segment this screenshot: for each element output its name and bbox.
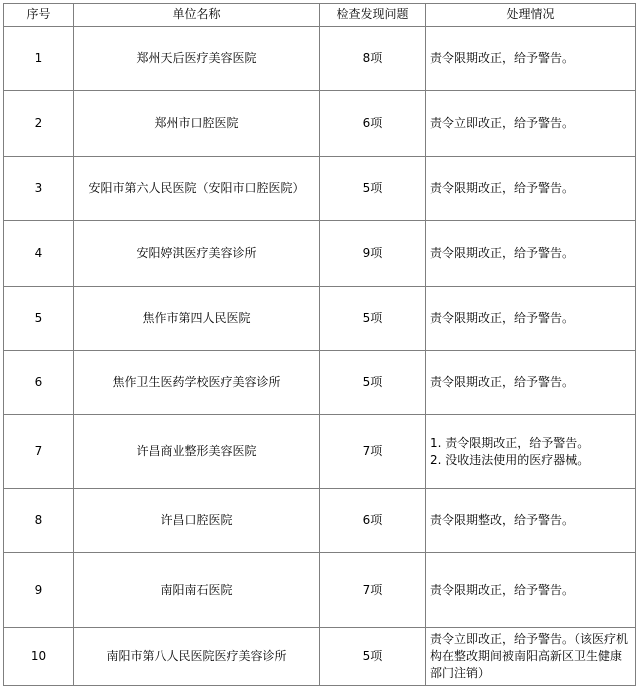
table-row (4, 287, 636, 351)
header-index: 序号 (4, 4, 74, 27)
handling-line: 1. 责令限期改正，给予警告。 (430, 435, 590, 450)
row-unit-name: 许昌商业整形美容医院 (74, 415, 320, 489)
row-handling (426, 351, 636, 415)
table-header-row (4, 4, 636, 27)
handling-line: 责令限期改正，给予警告。 (430, 246, 575, 260)
table-row (4, 27, 636, 91)
row-index: 4 (4, 221, 74, 287)
table-row (4, 489, 636, 553)
row-issues-count: 5项 (320, 287, 426, 351)
row-handling (426, 27, 636, 91)
row-unit-name: 许昌口腔医院 (74, 489, 320, 553)
row-issues-count: 8项 (320, 27, 426, 91)
row-unit-name: 焦作市第四人民医院 (74, 287, 320, 351)
row-handling (426, 221, 636, 287)
row-issues-count: 5项 (320, 157, 426, 221)
row-index: 1 (4, 27, 74, 91)
row-index: 7 (4, 415, 74, 489)
row-handling (426, 157, 636, 221)
handling-line: 责令限期改正，给予警告。 (430, 582, 575, 597)
row-issues-count: 5项 (320, 351, 426, 415)
row-handling (426, 91, 636, 157)
row-issues-count: 6项 (320, 91, 426, 157)
handling-line: 责令限期整改，给予警告。 (430, 513, 575, 527)
table-body (4, 27, 636, 686)
inspection-results-table (3, 3, 636, 686)
row-unit-name: 安阳市第六人民医院（安阳市口腔医院） (74, 157, 320, 221)
row-handling (426, 489, 636, 553)
table-row (4, 351, 636, 415)
row-handling (426, 287, 636, 351)
handling-line: 责令限期改正，给予警告。 (430, 51, 575, 65)
row-index: 2 (4, 91, 74, 157)
row-unit-name: 安阳婷淇医疗美容诊所 (74, 221, 320, 287)
row-issues-count: 9项 (320, 221, 426, 287)
row-unit-name: 南阳南石医院 (74, 553, 320, 628)
row-unit-name: 郑州天后医疗美容医院 (74, 27, 320, 91)
row-unit-name: 南阳市第八人民医院医疗美容诊所 (74, 628, 320, 686)
row-index: 9 (4, 553, 74, 628)
handling-line: 责令立即改正，给予警告。（该医疗机构在整改期间被南阳高新区卫生健康部门注销） (430, 632, 629, 680)
row-handling (426, 415, 636, 489)
header-handling: 处理情况 (426, 4, 636, 27)
row-index: 6 (4, 351, 74, 415)
handling-line: 责令限期改正，给予警告。 (430, 311, 575, 325)
table-row (4, 415, 636, 489)
row-handling (426, 628, 636, 686)
table-row (4, 157, 636, 221)
row-index: 8 (4, 489, 74, 553)
handling-line: 责令限期改正，给予警告。 (430, 181, 575, 195)
row-index: 5 (4, 287, 74, 351)
row-handling (426, 553, 636, 628)
row-issues-count: 7项 (320, 415, 426, 489)
table-row (4, 553, 636, 628)
row-unit-name: 郑州市口腔医院 (74, 91, 320, 157)
table-row (4, 628, 636, 686)
handling-line: 责令立即改正，给予警告。 (430, 116, 575, 130)
row-issues-count: 6项 (320, 489, 426, 553)
handling-line: 责令限期改正，给予警告。 (430, 375, 575, 389)
header-issues-found: 检查发现问题 (320, 4, 426, 27)
handling-line: 2. 没收违法使用的医疗器械。 (430, 452, 590, 467)
table-row (4, 91, 636, 157)
row-index: 10 (4, 628, 74, 686)
row-unit-name: 焦作卫生医药学校医疗美容诊所 (74, 351, 320, 415)
table-row (4, 221, 636, 287)
row-issues-count: 5项 (320, 628, 426, 686)
row-issues-count: 7项 (320, 553, 426, 628)
row-index: 3 (4, 157, 74, 221)
header-unit-name: 单位名称 (74, 4, 320, 27)
